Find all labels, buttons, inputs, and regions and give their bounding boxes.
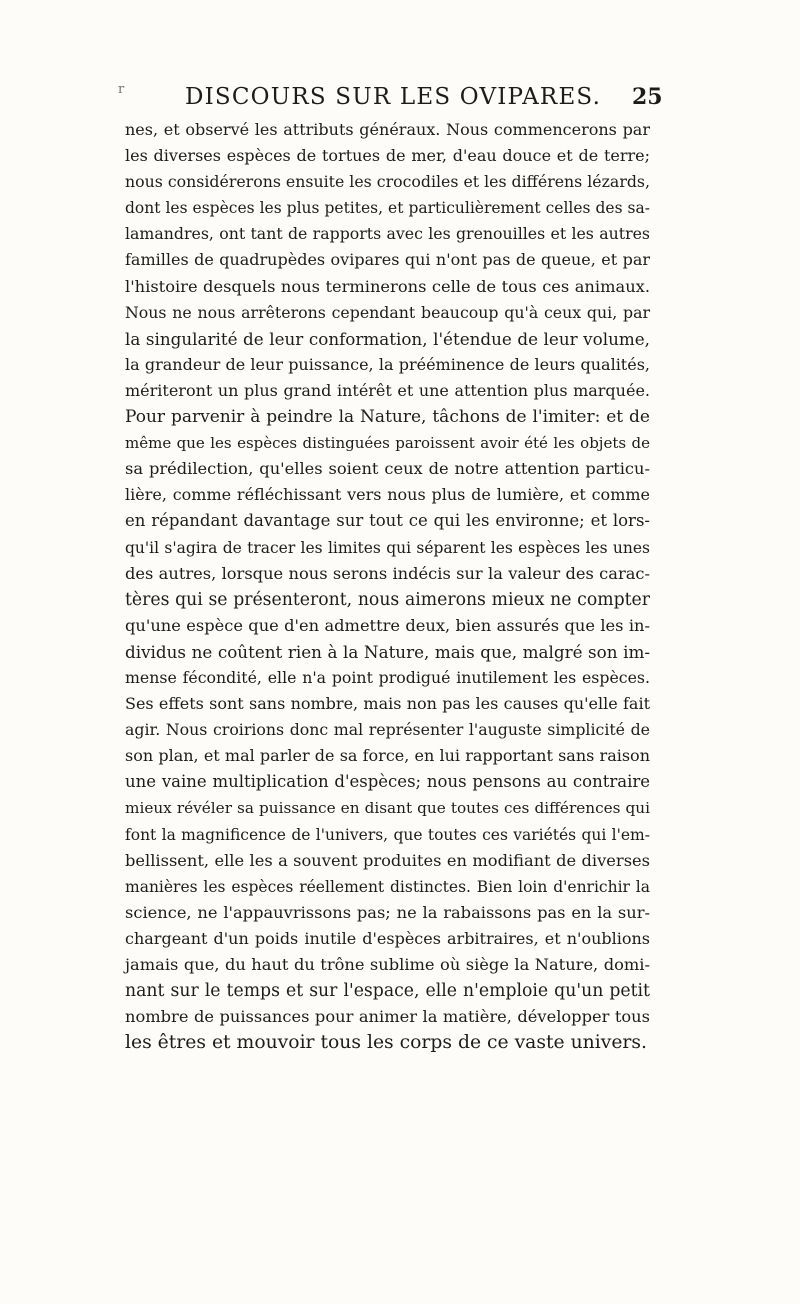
- text-line: l'histoire desquels nous terminerons celle de tous ces animaux.: [125, 276, 650, 296]
- text-line: lière, comme réfléchissant vers nous plus de lumière, et comme: [125, 485, 650, 505]
- text-line: nous considérerons ensuite les crocodiles et les différens lézards,: [125, 172, 651, 192]
- text-line: nant sur le temps et sur l'espace, elle n'emploie qu'un petit: [125, 981, 650, 1002]
- text-line: familles de quadrupèdes ovipares qui n'ont pas de queue, et par: [125, 250, 650, 270]
- text-line: nes, et observé les attributs généraux. Nous commencerons par: [125, 120, 650, 139]
- text-line: les êtres et mouvoir tous les corps de ce vaste univers.: [125, 1032, 647, 1054]
- text-line: la grandeur de leur puissance, la prééminence de leurs qualités,: [125, 354, 650, 374]
- text-line: une vaine multiplication d'espèces; nous pensons au contraire: [125, 772, 650, 792]
- text-line: chargeant d'un poids inutile d'espèces arbitraires, et n'oublions: [125, 928, 650, 948]
- text-line: mériteront un plus grand intérêt et une attention plus marquée.: [125, 380, 650, 400]
- text-line: tères qui se présenteront, nous aimerons mieux ne compter: [125, 589, 650, 610]
- text-line: des autres, lorsque nous serons indécis sur la valeur des carac-: [125, 563, 650, 583]
- text-line: en répandant davantage sur tout ce qui les environne; et lors-: [125, 511, 650, 531]
- page-number: 25: [632, 84, 663, 110]
- text-line: jamais que, du haut du trône sublime où siège la Nature, domi-: [125, 955, 650, 974]
- text-line: science, ne l'appauvrissons pas; ne la rabaissons pas en la sur-: [125, 902, 650, 922]
- body-paragraph: [125, 117, 650, 1056]
- running-head-title: DISCOURS SUR LES OVIPARES.: [185, 84, 602, 110]
- text-line: son plan, et mal parler de sa force, en lui rapportant sans raison: [125, 746, 650, 766]
- text-line: mense fécondité, elle n'a point prodigué inutilement les espèces.: [125, 667, 650, 687]
- text-line: agir. Nous croirions donc mal représenter l'auguste simplicité de: [125, 720, 650, 740]
- text-line: la singularité de leur conformation, l'étendue de leur volume,: [125, 328, 650, 349]
- text-line: dividus ne coûtent rien à la Nature, mais que, malgré son im-: [125, 641, 650, 662]
- text-line: Pour parvenir à peindre la Nature, tâchons de l'imiter: et de: [125, 407, 650, 428]
- text-line: Nous ne nous arrêterons cependant beaucoup qu'à ceux qui, par: [125, 302, 650, 322]
- text-line: sa prédilection, qu'elles soient ceux de notre attention particu-: [125, 459, 650, 479]
- text-line: dont les espèces les plus petites, et particulièrement celles des sa-: [125, 199, 650, 218]
- text-line: les diverses espèces de tortues de mer, d'eau douce et de terre;: [125, 146, 650, 166]
- text-line: lamandres, ont tant de rapports avec les grenouilles et les autres: [125, 224, 650, 244]
- text-line: manières les espèces réellement distinctes. Bien loin d'enrichir la: [125, 877, 650, 896]
- text-line: même que les espèces distinguées paroissent avoir été les objets de: [125, 434, 650, 453]
- text-line: nombre de puissances pour animer la matière, développer tous: [125, 1007, 650, 1027]
- text-line: qu'une espèce que d'en admettre deux, bien assurés que les in-: [125, 615, 650, 635]
- margin-mark: r: [118, 82, 125, 97]
- text-line: bellissent, elle les a souvent produites en modifiant de diverses: [125, 850, 650, 870]
- text-line: mieux révéler sa puissance en disant que toutes ces différences qui: [125, 799, 650, 818]
- text-line: font la magnificence de l'univers, que toutes ces variétés qui l'em-: [125, 825, 650, 844]
- text-line: Ses effets sont sans nombre, mais non pas les causes qu'elle fait: [125, 694, 650, 714]
- text-line: qu'il s'agira de tracer les limites qui séparent les espèces les unes: [125, 538, 650, 557]
